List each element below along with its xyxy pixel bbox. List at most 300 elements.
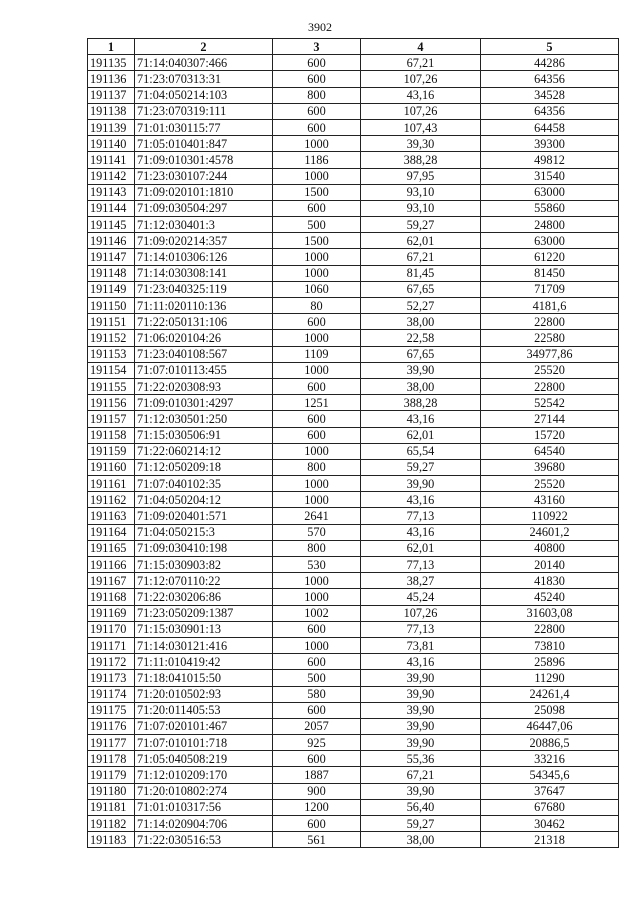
- table-row: [88, 55, 619, 71]
- table-cell-col-2: 71:12:030501:250: [135, 411, 273, 427]
- table-cell-col-2: 71:01:010317:56: [135, 799, 273, 815]
- table-cell-col-4: 39,90: [361, 735, 481, 751]
- table-cell-col-2: 71:07:040102:35: [135, 476, 273, 492]
- table-row: [88, 136, 619, 152]
- table-cell-col-3: 600: [273, 702, 361, 718]
- table-row: [88, 783, 619, 799]
- table-cell-col-2: 71:07:010101:718: [135, 735, 273, 751]
- column-header-3: 3: [273, 39, 361, 55]
- table-cell-col-2: 71:05:010401:847: [135, 136, 273, 152]
- table-row: [88, 767, 619, 783]
- table-cell-col-1: 191159: [88, 443, 135, 459]
- table-cell-col-2: 71:23:030107:244: [135, 168, 273, 184]
- table-cell-col-1: 191146: [88, 233, 135, 249]
- table-body: [88, 55, 619, 848]
- table-cell-col-1: 191163: [88, 508, 135, 524]
- table-cell-col-4: 55,36: [361, 751, 481, 767]
- table-cell-col-4: 388,28: [361, 395, 481, 411]
- table-cell-col-2: 71:14:030308:141: [135, 265, 273, 281]
- table-row: [88, 233, 619, 249]
- table-cell-col-4: 67,21: [361, 55, 481, 71]
- column-header-4: 4: [361, 39, 481, 55]
- table-cell-col-5: 63000: [481, 233, 619, 249]
- table-row: [88, 443, 619, 459]
- table-cell-col-5: 71709: [481, 281, 619, 297]
- table-row: [88, 395, 619, 411]
- table-cell-col-1: 191174: [88, 686, 135, 702]
- table-cell-col-3: 900: [273, 783, 361, 799]
- table-cell-col-2: 71:09:020101:1810: [135, 184, 273, 200]
- table-cell-col-5: 45240: [481, 589, 619, 605]
- table-cell-col-2: 71:23:050209:1387: [135, 605, 273, 621]
- table-cell-col-5: 30462: [481, 816, 619, 832]
- table-cell-col-2: 71:12:070110:22: [135, 573, 273, 589]
- table-cell-col-3: 1000: [273, 249, 361, 265]
- table-cell-col-5: 34977,86: [481, 346, 619, 362]
- table-cell-col-1: 191166: [88, 557, 135, 573]
- table-cell-col-3: 1500: [273, 184, 361, 200]
- table-row: [88, 249, 619, 265]
- table-cell-col-2: 71:07:010113:455: [135, 362, 273, 378]
- table-cell-col-1: 191176: [88, 718, 135, 734]
- table-cell-col-3: 500: [273, 217, 361, 233]
- table-cell-col-4: 43,16: [361, 492, 481, 508]
- table-row: [88, 751, 619, 767]
- table-cell-col-1: 191178: [88, 751, 135, 767]
- table-cell-col-2: 71:22:050131:106: [135, 314, 273, 330]
- table-row: [88, 557, 619, 573]
- table-cell-col-1: 191155: [88, 378, 135, 394]
- table-row: [88, 265, 619, 281]
- table-row: [88, 686, 619, 702]
- table-cell-col-4: 52,27: [361, 298, 481, 314]
- table-cell-col-2: 71:09:010301:4578: [135, 152, 273, 168]
- table-cell-col-1: 191181: [88, 799, 135, 815]
- table-cell-col-4: 43,16: [361, 524, 481, 540]
- table-cell-col-4: 67,21: [361, 249, 481, 265]
- table-row: [88, 459, 619, 475]
- table-cell-col-2: 71:23:040325:119: [135, 281, 273, 297]
- table-row: [88, 362, 619, 378]
- table-cell-col-1: 191152: [88, 330, 135, 346]
- table-cell-col-2: 71:15:030506:91: [135, 427, 273, 443]
- table-cell-col-3: 1000: [273, 637, 361, 653]
- table-cell-col-3: 600: [273, 411, 361, 427]
- table-cell-col-2: 71:06:020104:26: [135, 330, 273, 346]
- table-cell-col-4: 38,00: [361, 314, 481, 330]
- table-cell-col-4: 39,90: [361, 702, 481, 718]
- column-header-2: 2: [135, 39, 273, 55]
- table-cell-col-1: 191180: [88, 783, 135, 799]
- table-row: [88, 589, 619, 605]
- table-cell-col-3: 800: [273, 87, 361, 103]
- table-cell-col-5: 24601,2: [481, 524, 619, 540]
- table-cell-col-1: 191151: [88, 314, 135, 330]
- table-cell-col-4: 45,24: [361, 589, 481, 605]
- table-cell-col-3: 600: [273, 427, 361, 443]
- table-cell-col-3: 800: [273, 540, 361, 556]
- table-cell-col-3: 600: [273, 71, 361, 87]
- table-cell-col-2: 71:12:050209:18: [135, 459, 273, 475]
- table-cell-col-3: 1251: [273, 395, 361, 411]
- table-cell-col-2: 71:07:020101:467: [135, 718, 273, 734]
- table-cell-col-1: 191164: [88, 524, 135, 540]
- table-cell-col-1: 191136: [88, 71, 135, 87]
- table-cell-col-1: 191147: [88, 249, 135, 265]
- table-cell-col-4: 67,21: [361, 767, 481, 783]
- table-cell-col-5: 37647: [481, 783, 619, 799]
- table-row: [88, 735, 619, 751]
- table-cell-col-1: 191160: [88, 459, 135, 475]
- table-cell-col-2: 71:09:020401:571: [135, 508, 273, 524]
- table-cell-col-3: 600: [273, 378, 361, 394]
- table-cell-col-3: 600: [273, 119, 361, 135]
- table-cell-col-5: 39680: [481, 459, 619, 475]
- table-row: [88, 621, 619, 637]
- table-cell-col-4: 388,28: [361, 152, 481, 168]
- table-cell-col-2: 71:14:020904:706: [135, 816, 273, 832]
- table-row: [88, 524, 619, 540]
- table-cell-col-5: 20886,5: [481, 735, 619, 751]
- table-cell-col-2: 71:14:010306:126: [135, 249, 273, 265]
- table-cell-col-4: 39,90: [361, 476, 481, 492]
- table-cell-col-1: 191142: [88, 168, 135, 184]
- table-row: [88, 281, 619, 297]
- table-cell-col-2: 71:22:030206:86: [135, 589, 273, 605]
- column-header-1: 1: [88, 39, 135, 55]
- table-cell-col-5: 54345,6: [481, 767, 619, 783]
- table-cell-col-4: 77,13: [361, 557, 481, 573]
- table-cell-col-3: 600: [273, 816, 361, 832]
- table-cell-col-4: 93,10: [361, 200, 481, 216]
- table-cell-col-3: 1000: [273, 168, 361, 184]
- column-header-5: 5: [481, 39, 619, 55]
- table-cell-col-3: 600: [273, 103, 361, 119]
- table-cell-col-1: 191158: [88, 427, 135, 443]
- table-cell-col-4: 59,27: [361, 217, 481, 233]
- table-row: [88, 654, 619, 670]
- table-cell-col-2: 71:15:030901:13: [135, 621, 273, 637]
- table-cell-col-4: 56,40: [361, 799, 481, 815]
- table-cell-col-5: 43160: [481, 492, 619, 508]
- table-cell-col-2: 71:23:040108:567: [135, 346, 273, 362]
- table-cell-col-4: 38,00: [361, 832, 481, 848]
- table-cell-col-1: 191170: [88, 621, 135, 637]
- table-cell-col-1: 191156: [88, 395, 135, 411]
- table-cell-col-5: 24800: [481, 217, 619, 233]
- table-cell-col-3: 1002: [273, 605, 361, 621]
- table-cell-col-1: 191145: [88, 217, 135, 233]
- table-cell-col-2: 71:04:050214:103: [135, 87, 273, 103]
- table-cell-col-2: 71:23:070313:31: [135, 71, 273, 87]
- table-cell-col-1: 191139: [88, 119, 135, 135]
- table-cell-col-1: 191177: [88, 735, 135, 751]
- table-row: [88, 168, 619, 184]
- table-cell-col-3: 2057: [273, 718, 361, 734]
- table-cell-col-2: 71:14:030121:416: [135, 637, 273, 653]
- table-cell-col-4: 38,00: [361, 378, 481, 394]
- table-cell-col-1: 191144: [88, 200, 135, 216]
- table-cell-col-5: 40800: [481, 540, 619, 556]
- table-cell-col-4: 59,27: [361, 816, 481, 832]
- table-cell-col-2: 71:05:040508:219: [135, 751, 273, 767]
- table-cell-col-2: 71:23:070319:111: [135, 103, 273, 119]
- table-row: [88, 314, 619, 330]
- table-cell-col-1: 191169: [88, 605, 135, 621]
- table-cell-col-4: 62,01: [361, 540, 481, 556]
- table-cell-col-2: 71:12:030401:3: [135, 217, 273, 233]
- table-cell-col-2: 71:22:060214:12: [135, 443, 273, 459]
- table-cell-col-2: 71:22:020308:93: [135, 378, 273, 394]
- table-cell-col-2: 71:14:040307:466: [135, 55, 273, 71]
- table-row: [88, 832, 619, 848]
- table-cell-col-5: 22800: [481, 621, 619, 637]
- table-cell-col-3: 600: [273, 55, 361, 71]
- table-cell-col-5: 61220: [481, 249, 619, 265]
- table-cell-col-3: 1200: [273, 799, 361, 815]
- table-cell-col-5: 49812: [481, 152, 619, 168]
- table-cell-col-5: 22800: [481, 378, 619, 394]
- table-cell-col-5: 25098: [481, 702, 619, 718]
- table-cell-col-4: 39,90: [361, 783, 481, 799]
- table-cell-col-5: 21318: [481, 832, 619, 848]
- table-cell-col-1: 191143: [88, 184, 135, 200]
- table-row: [88, 119, 619, 135]
- page-number: 3902: [308, 20, 332, 34]
- table-cell-col-3: 80: [273, 298, 361, 314]
- table-cell-col-4: 59,27: [361, 459, 481, 475]
- table-cell-col-3: 1000: [273, 443, 361, 459]
- table-cell-col-3: 925: [273, 735, 361, 751]
- table-cell-col-3: 1000: [273, 589, 361, 605]
- table-row: [88, 573, 619, 589]
- table-cell-col-4: 39,90: [361, 362, 481, 378]
- table-cell-col-5: 4181,6: [481, 298, 619, 314]
- table-cell-col-3: 1500: [273, 233, 361, 249]
- table-cell-col-5: 39300: [481, 136, 619, 152]
- table-cell-col-5: 110922: [481, 508, 619, 524]
- table-cell-col-2: 71:09:010301:4297: [135, 395, 273, 411]
- table-cell-col-3: 570: [273, 524, 361, 540]
- table-cell-col-5: 15720: [481, 427, 619, 443]
- table-cell-col-1: 191161: [88, 476, 135, 492]
- table-row: [88, 378, 619, 394]
- table-cell-col-3: 500: [273, 670, 361, 686]
- table-row: [88, 605, 619, 621]
- table-cell-col-1: 191168: [88, 589, 135, 605]
- table-cell-col-2: 71:11:020110:136: [135, 298, 273, 314]
- table-row: [88, 476, 619, 492]
- table-cell-col-5: 22800: [481, 314, 619, 330]
- table-cell-col-2: 71:04:050215:3: [135, 524, 273, 540]
- table-cell-col-5: 20140: [481, 557, 619, 573]
- table-cell-col-5: 64540: [481, 443, 619, 459]
- table-cell-col-4: 107,26: [361, 71, 481, 87]
- table-cell-col-4: 39,90: [361, 686, 481, 702]
- table-cell-col-5: 25520: [481, 362, 619, 378]
- table-row: [88, 200, 619, 216]
- table-cell-col-5: 46447,06: [481, 718, 619, 734]
- table-cell-col-3: 1000: [273, 362, 361, 378]
- table-row: [88, 637, 619, 653]
- table-cell-col-1: 191154: [88, 362, 135, 378]
- table-cell-col-1: 191135: [88, 55, 135, 71]
- table-cell-col-3: 1000: [273, 136, 361, 152]
- table-cell-col-4: 39,30: [361, 136, 481, 152]
- table-cell-col-1: 191162: [88, 492, 135, 508]
- table-cell-col-1: 191173: [88, 670, 135, 686]
- table-cell-col-4: 39,90: [361, 670, 481, 686]
- table-cell-col-1: 191148: [88, 265, 135, 281]
- table-cell-col-2: 71:15:030903:82: [135, 557, 273, 573]
- table-cell-col-5: 25896: [481, 654, 619, 670]
- table-cell-col-4: 22,58: [361, 330, 481, 346]
- table-cell-col-5: 81450: [481, 265, 619, 281]
- header-row: [88, 39, 619, 55]
- table-row: [88, 152, 619, 168]
- table-row: [88, 702, 619, 718]
- table-row: [88, 540, 619, 556]
- table-cell-col-1: 191182: [88, 816, 135, 832]
- table-cell-col-5: 64356: [481, 103, 619, 119]
- table-cell-col-5: 64356: [481, 71, 619, 87]
- table-row: [88, 427, 619, 443]
- table-cell-col-5: 25520: [481, 476, 619, 492]
- table-cell-col-4: 77,13: [361, 508, 481, 524]
- table-cell-col-1: 191149: [88, 281, 135, 297]
- table-cell-col-4: 62,01: [361, 427, 481, 443]
- table-cell-col-3: 1000: [273, 330, 361, 346]
- table-cell-col-5: 55860: [481, 200, 619, 216]
- table-cell-col-3: 1000: [273, 492, 361, 508]
- table-cell-col-1: 191179: [88, 767, 135, 783]
- table-cell-col-3: 1060: [273, 281, 361, 297]
- table-cell-col-4: 77,13: [361, 621, 481, 637]
- table-cell-col-5: 24261,4: [481, 686, 619, 702]
- table-cell-col-2: 71:04:050204:12: [135, 492, 273, 508]
- table-cell-col-4: 73,81: [361, 637, 481, 653]
- table-cell-col-1: 191150: [88, 298, 135, 314]
- table-cell-col-1: 191137: [88, 87, 135, 103]
- table-row: [88, 411, 619, 427]
- table-cell-col-1: 191157: [88, 411, 135, 427]
- table-row: [88, 816, 619, 832]
- table-cell-col-1: 191138: [88, 103, 135, 119]
- table-cell-col-1: 191172: [88, 654, 135, 670]
- table-cell-col-4: 65,54: [361, 443, 481, 459]
- table-cell-col-4: 67,65: [361, 281, 481, 297]
- table-row: [88, 71, 619, 87]
- table-cell-col-2: 71:09:030504:297: [135, 200, 273, 216]
- table-cell-col-3: 1000: [273, 265, 361, 281]
- table-cell-col-1: 191153: [88, 346, 135, 362]
- table-row: [88, 298, 619, 314]
- table-cell-col-2: 71:01:030115:77: [135, 119, 273, 135]
- table-cell-col-2: 71:09:020214:357: [135, 233, 273, 249]
- table-cell-col-5: 64458: [481, 119, 619, 135]
- table-row: [88, 492, 619, 508]
- table-cell-col-3: 800: [273, 459, 361, 475]
- table-cell-col-1: 191141: [88, 152, 135, 168]
- table-cell-col-4: 97,95: [361, 168, 481, 184]
- table-cell-col-3: 1186: [273, 152, 361, 168]
- table-cell-col-1: 191183: [88, 832, 135, 848]
- table-row: [88, 87, 619, 103]
- table-cell-col-2: 71:20:010502:93: [135, 686, 273, 702]
- table-cell-col-4: 43,16: [361, 87, 481, 103]
- table-cell-col-5: 11290: [481, 670, 619, 686]
- table-cell-col-2: 71:20:010802:274: [135, 783, 273, 799]
- table-cell-col-4: 38,27: [361, 573, 481, 589]
- table-cell-col-3: 1109: [273, 346, 361, 362]
- table-cell-col-1: 191175: [88, 702, 135, 718]
- table-cell-col-4: 107,43: [361, 119, 481, 135]
- table-cell-col-4: 67,65: [361, 346, 481, 362]
- table-cell-col-3: 561: [273, 832, 361, 848]
- table-cell-col-4: 43,16: [361, 654, 481, 670]
- table-cell-col-5: 63000: [481, 184, 619, 200]
- table-cell-col-1: 191165: [88, 540, 135, 556]
- table-cell-col-5: 52542: [481, 395, 619, 411]
- table-row: [88, 718, 619, 734]
- table-cell-col-3: 1000: [273, 476, 361, 492]
- table-cell-col-3: 600: [273, 751, 361, 767]
- table-cell-col-3: 600: [273, 654, 361, 670]
- table-cell-col-3: 1887: [273, 767, 361, 783]
- table-cell-col-2: 71:22:030516:53: [135, 832, 273, 848]
- table-cell-col-3: 600: [273, 621, 361, 637]
- table-cell-col-5: 67680: [481, 799, 619, 815]
- table-cell-col-4: 107,26: [361, 605, 481, 621]
- table-cell-col-1: 191140: [88, 136, 135, 152]
- table-row: [88, 670, 619, 686]
- table-cell-col-3: 600: [273, 314, 361, 330]
- table-row: [88, 103, 619, 119]
- table-row: [88, 330, 619, 346]
- table-cell-col-4: 93,10: [361, 184, 481, 200]
- table-cell-col-5: 34528: [481, 87, 619, 103]
- table-cell-col-2: 71:11:010419:42: [135, 654, 273, 670]
- table-cell-col-4: 107,26: [361, 103, 481, 119]
- table-cell-col-3: 580: [273, 686, 361, 702]
- data-table: [87, 38, 619, 848]
- table-cell-col-4: 39,90: [361, 718, 481, 734]
- table-row: [88, 508, 619, 524]
- table-cell-col-5: 33216: [481, 751, 619, 767]
- table-row: [88, 217, 619, 233]
- table-cell-col-3: 600: [273, 200, 361, 216]
- table-cell-col-5: 31603,08: [481, 605, 619, 621]
- table-cell-col-3: 530: [273, 557, 361, 573]
- table-cell-col-5: 22580: [481, 330, 619, 346]
- table-cell-col-4: 81,45: [361, 265, 481, 281]
- table-cell-col-5: 27144: [481, 411, 619, 427]
- table-cell-col-5: 44286: [481, 55, 619, 71]
- table-cell-col-4: 62,01: [361, 233, 481, 249]
- table-cell-col-5: 31540: [481, 168, 619, 184]
- table-cell-col-5: 73810: [481, 637, 619, 653]
- table-cell-col-1: 191171: [88, 637, 135, 653]
- table-cell-col-3: 2641: [273, 508, 361, 524]
- table-row: [88, 184, 619, 200]
- table-cell-col-1: 191167: [88, 573, 135, 589]
- table-cell-col-2: 71:12:010209:170: [135, 767, 273, 783]
- table-cell-col-5: 41830: [481, 573, 619, 589]
- table-cell-col-4: 43,16: [361, 411, 481, 427]
- table-cell-col-2: 71:09:030410:198: [135, 540, 273, 556]
- table-cell-col-3: 1000: [273, 573, 361, 589]
- table-cell-col-2: 71:18:041015:50: [135, 670, 273, 686]
